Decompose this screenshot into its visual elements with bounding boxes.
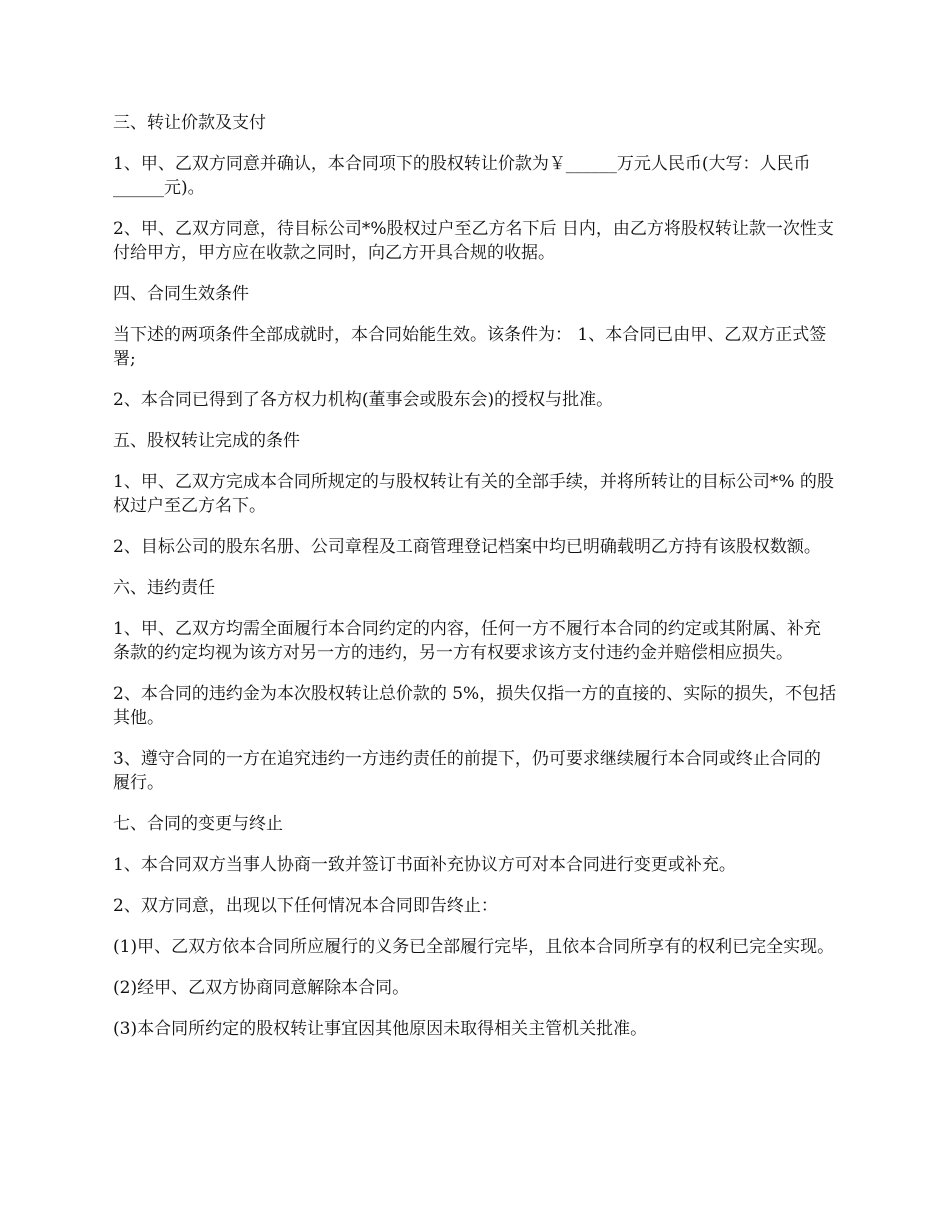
clause-amendment: 1、本合同双方当事人协商一致并签订书面补充协议方可对本合同进行变更或补充。	[113, 855, 736, 875]
clause-payment-timing: 2、甲、乙双方同意，待目标公司*%股权过户至乙方名下后 日内，由乙方将股权转让款一次性支付给甲方，甲方应在收款之同时，向乙方开具合规的收据。	[113, 219, 834, 263]
clause-price-amount: 1、甲、乙双方同意并确认，本合同项下的股权转让价款为￥______万元人民币(大写：人民币______元)。	[113, 154, 811, 198]
clause-effective-intro: 当下述的两项条件全部成就时，本合同始能生效。该条件为： 1、本合同已由甲、乙双方正式签署;	[113, 325, 827, 369]
clause-termination-item-3: (3)本合同所约定的股权转让事宜因其他原因未取得相关主管机关批准。	[113, 1019, 648, 1039]
clause-termination-item-2: (2)经甲、乙双方协商同意解除本合同。	[113, 978, 410, 998]
clause-registry-record: 2、目标公司的股东名册、公司章程及工商管理登记档案中均已明确载明乙方持有该股权数额。	[113, 537, 821, 557]
clause-breach-definition: 1、甲、乙双方均需全面履行本合同约定的内容，任何一方不履行本合同的约定或其附属、补充条款的约定均视为该方对另一方的违约，另一方有权要求该方支付违约金并赔偿相应损失。	[113, 619, 821, 663]
clause-penalty-rate: 2、本合同的违约金为本次股权转让总价款的 5%，损失仅指一方的直接的、实际的损失，不包括其他。	[113, 684, 837, 728]
section-heading-effective-conditions: 四、合同生效条件	[113, 284, 249, 304]
clause-termination-intro: 2、双方同意，出现以下任何情况本合同即告终止：	[113, 896, 498, 916]
section-heading-change-termination: 七、合同的变更与终止	[113, 814, 283, 834]
section-heading-breach-liability: 六、违约责任	[113, 578, 215, 598]
clause-termination-item-1: (1)甲、乙双方依本合同所应履行的义务已全部履行完毕，且依本合同所享有的权利已完全实现。	[113, 937, 835, 957]
clause-continue-or-terminate: 3、遵守合同的一方在追究违约一方违约责任的前提下，仍可要求继续履行本合同或终止合同的履行。	[113, 749, 821, 793]
document-body	[113, 111, 837, 1058]
section-heading-transfer-completion: 五、股权转让完成的条件	[113, 431, 300, 451]
clause-transfer-procedures: 1、甲、乙双方完成本合同所规定的与股权转让有关的全部手续，并将所转让的目标公司*% 的股权过户至乙方名下。	[113, 472, 834, 516]
clause-effective-approval: 2、本合同已得到了各方权力机构(董事会或股东会)的授权与批准。	[113, 390, 614, 410]
section-heading-price-payment: 三、转让价款及支付	[113, 113, 266, 133]
